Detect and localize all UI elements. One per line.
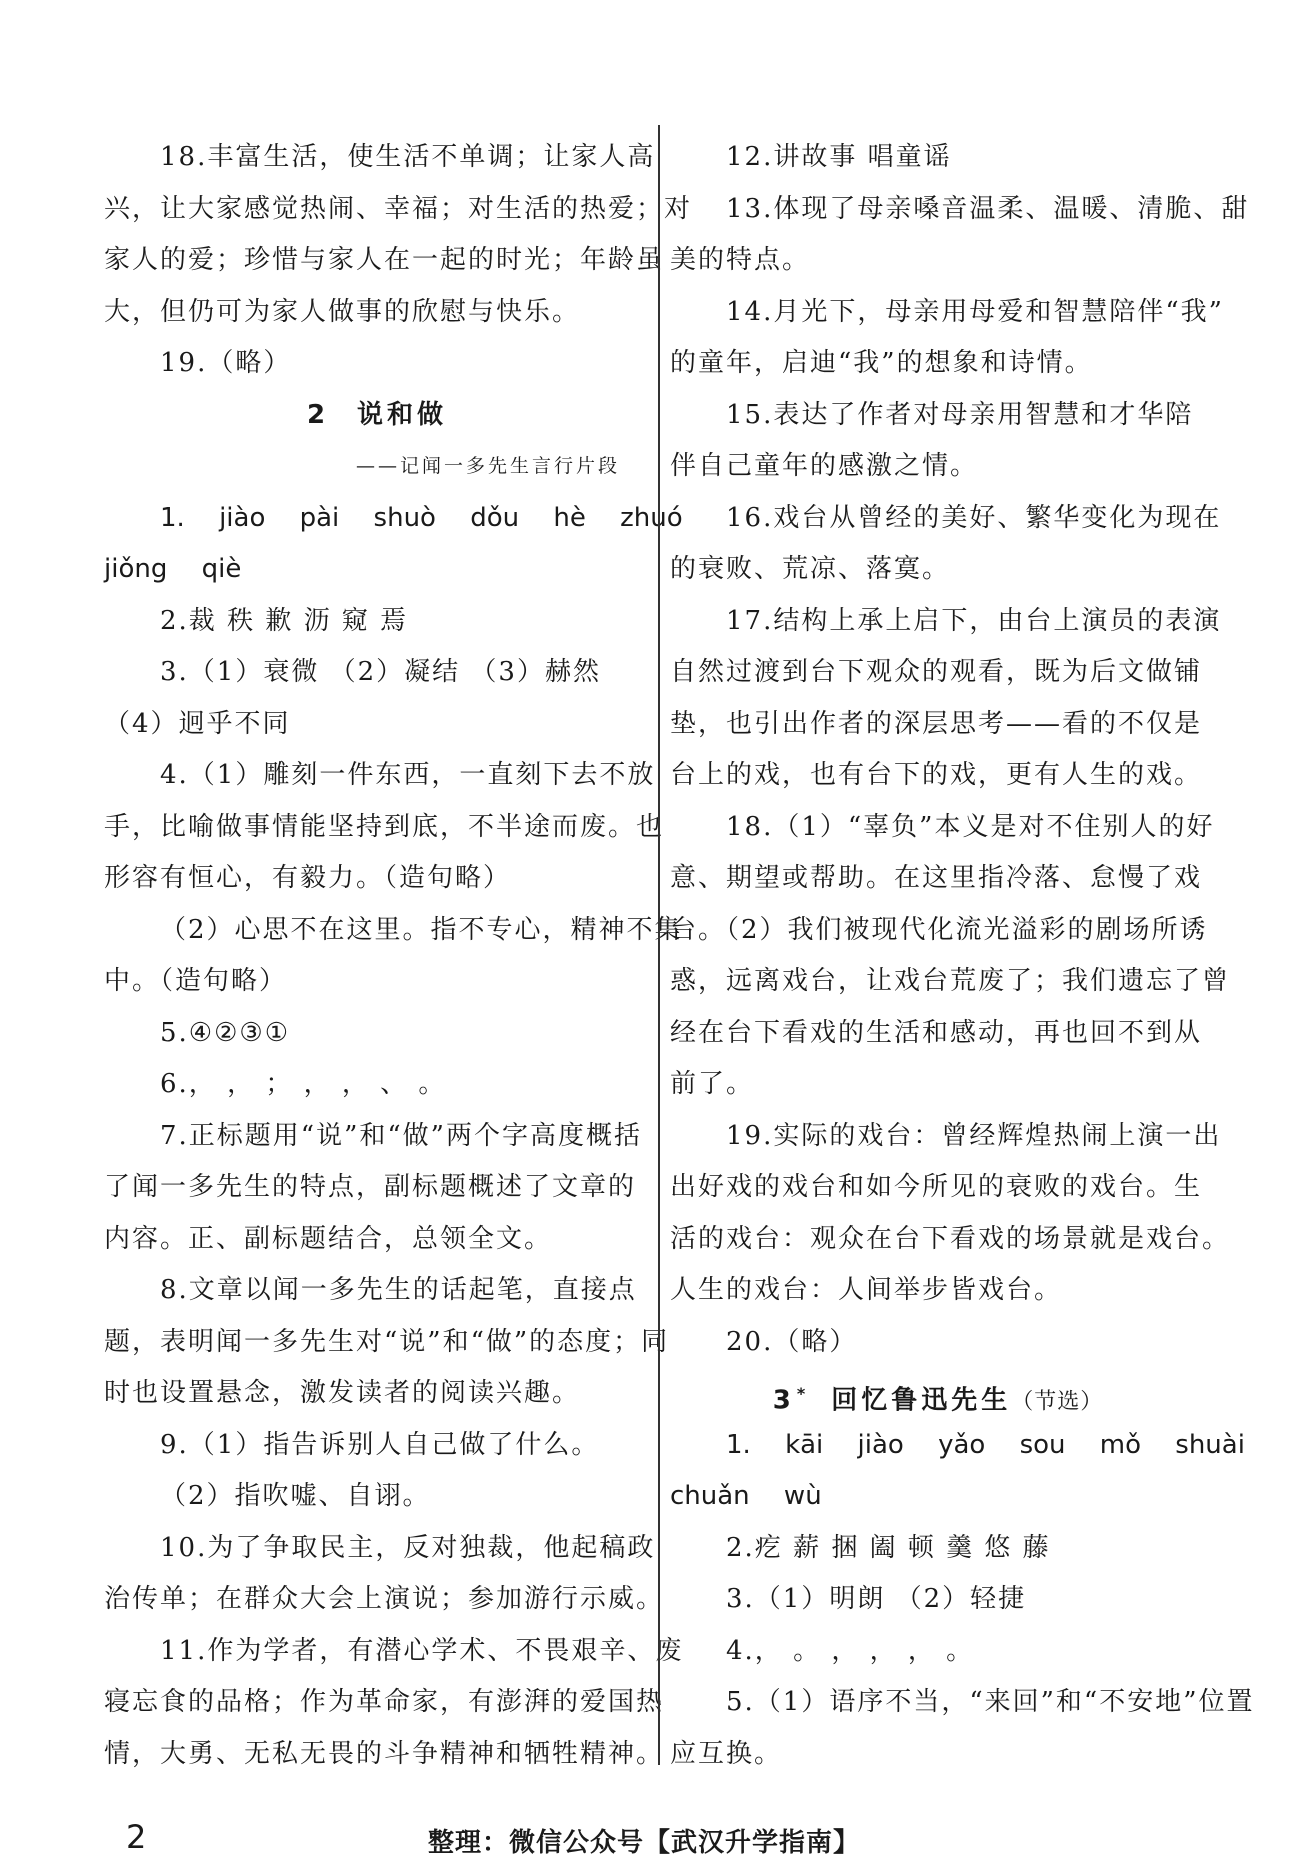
- section-number: 2: [306, 399, 330, 430]
- left-column: [104, 132, 693, 1780]
- answer-line: 大，但仍可为家人做事的欣慰与快乐。: [104, 296, 581, 327]
- section-title: 回忆鲁迅先生: [831, 1385, 1012, 1416]
- answer-line: 1. jiào pài shuò dǒu hè zhuó: [160, 502, 683, 533]
- section-mark: *: [796, 1384, 810, 1403]
- answer-line: 10.为了争取民主，反对独裁，他起稿政: [160, 1532, 656, 1563]
- answer-line: 家人的爱；珍惜与家人在一起的时光；年龄虽: [104, 245, 665, 275]
- answer-line: 14.月光下，母亲用母爱和智慧陪伴“我”: [726, 296, 1224, 327]
- answer-line: 治传单；在群众大会上演说；参加游行示威。: [104, 1584, 665, 1614]
- answer-line: 活的戏台：观众在台下看戏的场景就是戏台。: [670, 1223, 1231, 1254]
- answer-line: 垫，也引出作者的深层思考——看的不仅是: [670, 708, 1203, 739]
- answer-line: 18.丰富生活，使生活不单调；让家人高: [160, 142, 656, 172]
- answer-line: 经在台下看戏的生活和感动，再也回不到从: [670, 1017, 1203, 1048]
- answer-line: 形容有恒心，有毅力。（造句略）: [104, 863, 512, 893]
- answer-line: 美的特点。: [670, 245, 811, 275]
- right-column: [670, 132, 1255, 1780]
- answer-line: 题，表明闻一多先生对“说”和“做”的态度；同: [104, 1326, 670, 1357]
- answer-line: 2.裁 秩 歉 沥 窥 焉: [160, 605, 409, 636]
- answer-line: 17.结构上承上启下，由台上演员的表演: [726, 605, 1222, 636]
- answer-line: 4.， 。 ， ， ， 。: [726, 1635, 975, 1666]
- answer-line: 台。（2）我们被现代化流光溢彩的剧场所诱: [670, 914, 1208, 945]
- answer-line: 19.实际的戏台：曾经辉煌热闹上演一出: [726, 1120, 1222, 1151]
- answer-line: 19.（略）: [160, 348, 292, 378]
- answer-line: 应互换。: [670, 1738, 783, 1769]
- answer-line: 6.， ， ； ， ， 、 。: [160, 1069, 447, 1099]
- answer-line: 手，比喻做事情能坚持到底，不半途而废。也: [104, 811, 665, 842]
- page-number: 2: [126, 1818, 147, 1856]
- answer-line: 兴，让大家感觉热闹、幸福；对生活的热爱；对: [104, 193, 693, 224]
- answer-line: 自然过渡到台下观众的观看，既为后文做铺: [670, 657, 1203, 687]
- answer-line: 3.（1）明朗 （2）轻捷: [726, 1584, 1027, 1614]
- answer-line: 的童年，启迪“我”的想象和诗情。: [670, 348, 1093, 378]
- answer-line: 2.疙 薪 捆 阖 顿 羹 悠 藤: [726, 1532, 1051, 1563]
- answer-line: 5.（1）语序不当，“来回”和“不安地”位置: [726, 1687, 1255, 1717]
- answer-line: 3.（1）衰微 （2）凝结 （3）赫然: [160, 657, 601, 687]
- section-number: 3: [772, 1385, 795, 1416]
- answer-line: 7.正标题用“说”和“做”两个字高度概括: [160, 1120, 642, 1151]
- answer-line: 人生的戏台：人间举步皆戏台。: [670, 1275, 1063, 1305]
- answer-line: 15.表达了作者对母亲用智慧和才华陪: [726, 399, 1194, 430]
- answer-line: 情，大勇、无私无畏的斗争精神和牺牲精神。: [104, 1738, 665, 1769]
- answer-line: 8.文章以闻一多先生的话起笔，直接点: [160, 1275, 637, 1305]
- answer-line: 伴自己童年的感激之情。: [670, 451, 979, 481]
- section-title: 说和做: [357, 399, 448, 430]
- answer-line: 4.（1）雕刻一件东西，一直刻下去不放: [160, 760, 656, 790]
- footer-credit: 整理：微信公众号【武汉升学指南】: [428, 1828, 861, 1858]
- answer-line: （2）指吹嘘、自诩。: [160, 1481, 431, 1511]
- answer-line: （2）心思不在这里。指不专心，精神不集: [160, 914, 683, 945]
- section-heading: [670, 1368, 1206, 1420]
- answer-line: 11.作为学者，有潜心学术、不畏艰辛、废: [160, 1635, 684, 1666]
- answer-line: chuǎn wù: [670, 1481, 822, 1511]
- section-heading: [104, 390, 650, 442]
- answer-line: 中。（造句略）: [104, 966, 288, 996]
- section-subtitle: ——记闻一多先生言行片段: [355, 455, 620, 477]
- answer-line: 内容。正、副标题结合，总领全文。: [104, 1223, 553, 1254]
- answer-line: 前了。: [670, 1069, 755, 1099]
- answer-line: 台上的戏，也有台下的戏，更有人生的戏。: [670, 760, 1203, 790]
- answer-line: 的衰败、荒凉、落寞。: [670, 554, 951, 584]
- answer-line: 时也设置悬念，激发读者的阅读兴趣。: [104, 1378, 581, 1408]
- answer-line: 惑，远离戏台，让戏台荒废了；我们遗忘了曾: [670, 966, 1231, 996]
- answer-line: 18.（1）“辜负”本义是对不住别人的好: [726, 811, 1215, 842]
- answer-line: 9.（1）指告诉别人自己做了什么。: [160, 1429, 600, 1460]
- answer-line: 1. kāi jiào yǎo sou mǒ shuài: [726, 1429, 1245, 1460]
- answer-line: 5.④②③①: [160, 1017, 291, 1048]
- answer-line: 了闻一多先生的特点，副标题概述了文章的: [104, 1172, 637, 1202]
- answer-line: 16.戏台从曾经的美好、繁华变化为现在: [726, 502, 1222, 533]
- answer-line: （4）迥乎不同: [104, 708, 291, 739]
- answer-line: 20.（略）: [726, 1326, 858, 1357]
- column-divider: [658, 125, 660, 1765]
- answer-line: jiǒng qiè: [104, 554, 242, 584]
- answer-line: 意、期望或帮助。在这里指冷落、怠慢了戏: [670, 863, 1203, 893]
- answer-line: 12.讲故事 唱童谣: [726, 142, 952, 172]
- answer-line: 13.体现了母亲嗓音温柔、温暖、清脆、甜: [726, 193, 1250, 224]
- section-note: （节选）: [1011, 1389, 1104, 1415]
- answer-line: 寝忘食的品格；作为革命家，有澎湃的爱国热: [104, 1687, 665, 1717]
- answer-line: 出好戏的戏台和如今所见的衰败的戏台。生: [670, 1172, 1203, 1202]
